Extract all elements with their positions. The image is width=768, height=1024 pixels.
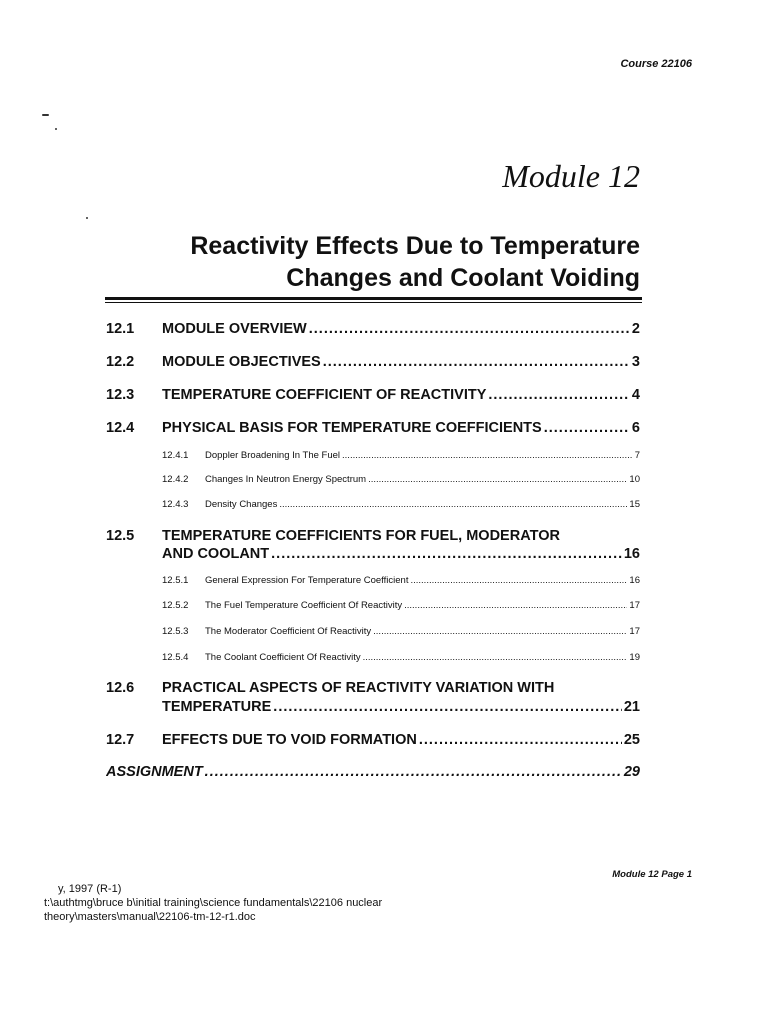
toc-leader-dots bbox=[309, 321, 630, 337]
toc-leader-dots bbox=[404, 600, 627, 611]
toc-label: The Coolant Coefficient Of Reactivity bbox=[205, 652, 361, 663]
toc-label: PHYSICAL BASIS FOR TEMPERATURE COEFFICIENTS bbox=[162, 420, 542, 436]
toc-page: 2 bbox=[631, 321, 640, 337]
scan-mark bbox=[55, 128, 57, 130]
toc-leader-dots bbox=[368, 474, 627, 485]
toc-page: 10 bbox=[629, 474, 640, 485]
toc-page: 29 bbox=[623, 764, 640, 780]
toc-entry-12-5-continued bbox=[162, 546, 640, 562]
toc-page: 6 bbox=[631, 420, 640, 436]
toc-entry-12-5-2 bbox=[162, 600, 640, 611]
page-title-line-1: Reactivity Effects Due to Temperature bbox=[190, 232, 640, 260]
toc-number: 12.4.1 bbox=[162, 450, 189, 461]
toc-entry-12-4 bbox=[106, 420, 640, 436]
toc-page: 15 bbox=[629, 499, 640, 510]
toc-entry-assignment bbox=[106, 764, 640, 780]
toc-leader-dots bbox=[279, 499, 627, 510]
toc-entry-12-6 bbox=[106, 680, 640, 696]
toc-number: 12.3 bbox=[106, 387, 135, 403]
toc-entry-12-1 bbox=[106, 321, 640, 337]
toc-leader-dots bbox=[363, 652, 628, 663]
toc-entry-12-4-3 bbox=[162, 499, 640, 510]
toc-label: The Fuel Temperature Coefficient Of Reactivity bbox=[205, 600, 403, 611]
toc-label: PRACTICAL ASPECTS OF REACTIVITY VARIATION WITH bbox=[162, 680, 555, 696]
course-number: Course 22106 bbox=[620, 58, 692, 70]
toc-label: EFFECTS DUE TO VOID FORMATION bbox=[162, 732, 417, 748]
toc-leader-dots bbox=[205, 764, 622, 780]
toc-leader-dots bbox=[342, 450, 633, 461]
toc-label: Density Changes bbox=[205, 499, 278, 510]
toc-number: 12.7 bbox=[106, 732, 135, 748]
scan-mark bbox=[86, 217, 88, 219]
toc-number: 12.5.2 bbox=[162, 600, 189, 611]
toc-entry-12-6-continued bbox=[162, 699, 640, 715]
toc-number: 12.5.3 bbox=[162, 626, 189, 637]
module-title: Module 12 bbox=[502, 158, 640, 194]
toc-number: 12.5 bbox=[106, 528, 135, 544]
toc-entry-12-3 bbox=[106, 387, 640, 403]
toc-entry-12-7 bbox=[106, 732, 640, 748]
toc-number: 12.5.1 bbox=[162, 575, 189, 586]
toc-entry-12-5 bbox=[106, 528, 640, 544]
toc-number: 12.5.4 bbox=[162, 652, 189, 663]
toc-leader-dots bbox=[544, 420, 630, 436]
toc-number: 12.4 bbox=[106, 420, 135, 436]
footer-path-line-2: theory\masters\manual\22106-tm-12-r1.doc bbox=[44, 911, 256, 923]
toc-label: General Expression For Temperature Coefficient bbox=[205, 575, 409, 586]
toc-entry-12-2 bbox=[106, 354, 640, 370]
toc-entry-12-5-3 bbox=[162, 626, 640, 637]
toc-label: TEMPERATURE COEFFICIENTS FOR FUEL, MODERATOR bbox=[162, 528, 560, 544]
toc-label: TEMPERATURE COEFFICIENT OF REACTIVITY bbox=[162, 387, 487, 403]
toc-leader-dots bbox=[323, 354, 630, 370]
toc-page: 17 bbox=[629, 626, 640, 637]
toc-page: 16 bbox=[629, 575, 640, 586]
toc-number: 12.2 bbox=[106, 354, 135, 370]
scan-mark bbox=[42, 114, 49, 116]
toc-page: 17 bbox=[629, 600, 640, 611]
toc-label: MODULE OBJECTIVES bbox=[162, 354, 321, 370]
toc-leader-dots bbox=[488, 387, 630, 403]
page-title-line-2: Changes and Coolant Voiding bbox=[286, 264, 640, 292]
toc-entry-12-5-1 bbox=[162, 575, 640, 586]
toc-entry-12-4-1 bbox=[162, 450, 640, 461]
toc-leader-dots bbox=[373, 626, 627, 637]
toc-label-continued: AND COOLANT bbox=[162, 546, 270, 562]
footer-file-info bbox=[44, 882, 382, 924]
toc-page: 21 bbox=[623, 699, 640, 715]
toc-number: 12.4.2 bbox=[162, 474, 189, 485]
toc-number: 12.6 bbox=[106, 680, 135, 696]
toc-label-continued: TEMPERATURE bbox=[162, 699, 272, 715]
toc-page: 3 bbox=[631, 354, 640, 370]
toc-label: Doppler Broadening In The Fuel bbox=[205, 450, 341, 461]
toc-label: MODULE OVERVIEW bbox=[162, 321, 307, 337]
toc-leader-dots bbox=[410, 575, 627, 586]
toc-label: ASSIGNMENT bbox=[106, 764, 203, 780]
toc-number: 12.4.3 bbox=[162, 499, 189, 510]
toc-entry-12-5-4 bbox=[162, 652, 640, 663]
toc-entry-12-4-2 bbox=[162, 474, 640, 485]
toc-page: 19 bbox=[629, 652, 640, 663]
toc-number: 12.1 bbox=[106, 321, 135, 337]
footer-path-line-1: t:\authtmg\bruce b\initial training\science fundamentals\22106 nuclear bbox=[44, 897, 383, 909]
toc-page: 4 bbox=[631, 387, 640, 403]
toc-leader-dots bbox=[271, 546, 622, 562]
toc-leader-dots bbox=[419, 732, 622, 748]
toc-label: The Moderator Coefficient Of Reactivity bbox=[205, 626, 372, 637]
page-footer-label: Module 12 Page 1 bbox=[612, 869, 692, 880]
toc-leader-dots bbox=[273, 699, 622, 715]
toc-page: 7 bbox=[634, 450, 640, 461]
toc-page: 16 bbox=[623, 546, 640, 562]
toc-label: Changes In Neutron Energy Spectrum bbox=[205, 474, 367, 485]
toc-page: 25 bbox=[623, 732, 640, 748]
footer-date: y, 1997 (R-1) bbox=[58, 883, 122, 895]
